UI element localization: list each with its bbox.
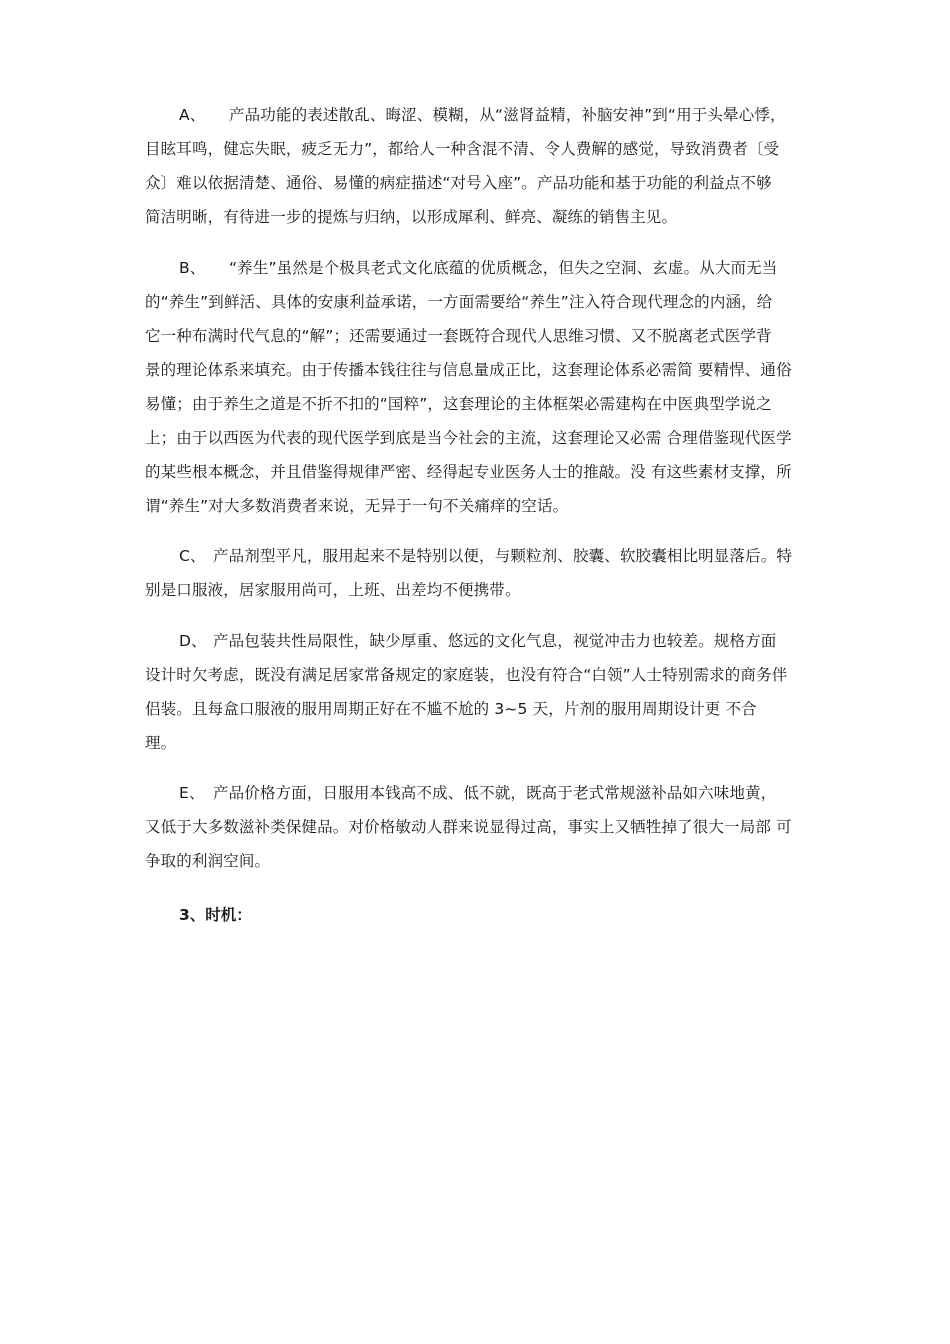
paragraph-d xyxy=(145,624,825,760)
paragraph-e xyxy=(145,776,825,878)
paragraph-b xyxy=(145,251,825,523)
paragraph-line: 产品包装共性局限性，缺少厚重、悠远的文化气息，视觉冲击力也较差。规格方面 xyxy=(213,632,777,650)
paragraph-line: 争取的利润空间。 xyxy=(145,852,271,870)
paragraph-line: 众〕难以依据清楚、通俗、易懂的病症描述“对号入座”。产品功能和基于功能的利益点不够 xyxy=(145,174,772,192)
paragraph-label: E、 xyxy=(179,784,205,802)
paragraph-line: 的“养生”到鲜活、具体的安康利益承诺，一方面需要给“养生”注入符合现代理念的内涵，给 xyxy=(145,293,773,311)
paragraph-c xyxy=(145,539,825,607)
paragraph-a xyxy=(145,98,825,234)
paragraph-line: “养生”虽然是个极具老式文化底蕴的优质概念，但失之空洞、玄虚。从大而无当 xyxy=(229,259,778,277)
paragraph-label: D、 xyxy=(179,632,207,650)
paragraph-line: 产品功能的表述散乱、晦涩、模糊，从“滋肾益精，补脑安神”到“用于头晕心悸， xyxy=(229,106,786,124)
paragraph-line: 上；由于以西医为代表的现代医学到底是当今社会的主流，这套理论又必需 合理借鉴现代医学 xyxy=(145,429,792,447)
paragraph-line: 又低于大多数滋补类保健品。对价格敏动人群来说显得过高，事实上又牺牲掉了很大一局部 可 xyxy=(145,818,792,836)
paragraph-line: 简洁明晰，有待进一步的提炼与归纳，以形成犀利、鲜亮、凝练的销售主见。 xyxy=(145,208,678,226)
paragraph-line: 设计时欠考虑，既没有满足居家常备规定的家庭装，也没有符合“白领”人士特别需求的商务伴 xyxy=(145,666,788,684)
paragraph-line: 它一种布满时代气息的“解”；还需要通过一套既符合现代人思维习惯、又不脱离老式医学背 xyxy=(145,327,772,345)
paragraph-label: A、 xyxy=(179,106,206,124)
paragraph-label: B、 xyxy=(179,259,206,277)
paragraph-line: 侣装。且每盒口服液的服用周期正好在不尴不尬的 3~5 天，片剂的服用周期设计更 不合 xyxy=(145,700,757,718)
paragraph-line: 产品价格方面，日服用本钱高不成、低不就，既高于老式常规滋补品如六味地黄， xyxy=(213,784,777,802)
paragraph-line: 别是口服液，居家服用尚可，上班、出差均不便携带。 xyxy=(145,581,521,599)
paragraph-label: C、 xyxy=(179,547,206,565)
paragraph-line: 产品剂型平凡，服用起来不是特别以便，与颗粒剂、胶囊、软胶囊相比明显落后。特 xyxy=(213,547,793,565)
paragraph-line: 的某些根本概念，并且借鉴得规律严密、经得起专业医务人士的推敲。没 有这些素材支撑，所 xyxy=(145,463,792,481)
paragraph-line: 理。 xyxy=(145,734,177,752)
paragraph-line: 目眩耳鸣，健忘失眠，疲乏无力”，都给人一种含混不清、令人费解的感觉，导致消费者〔受 xyxy=(145,140,780,158)
section-heading: 3、时机： xyxy=(179,906,252,924)
paragraph-line: 易懂；由于养生之道是不折不扣的“国粹”，这套理论的主体框架必需建构在中医典型学说之 xyxy=(145,395,772,413)
paragraph-line: 景的理论体系来填充。由于传播本钱往往与信息量成正比，这套理论体系必需简 要精悍、通俗 xyxy=(145,361,792,379)
paragraph-line: 谓“养生”对大多数消费者来说，无异于一句不关痛痒的空话。 xyxy=(145,497,569,515)
